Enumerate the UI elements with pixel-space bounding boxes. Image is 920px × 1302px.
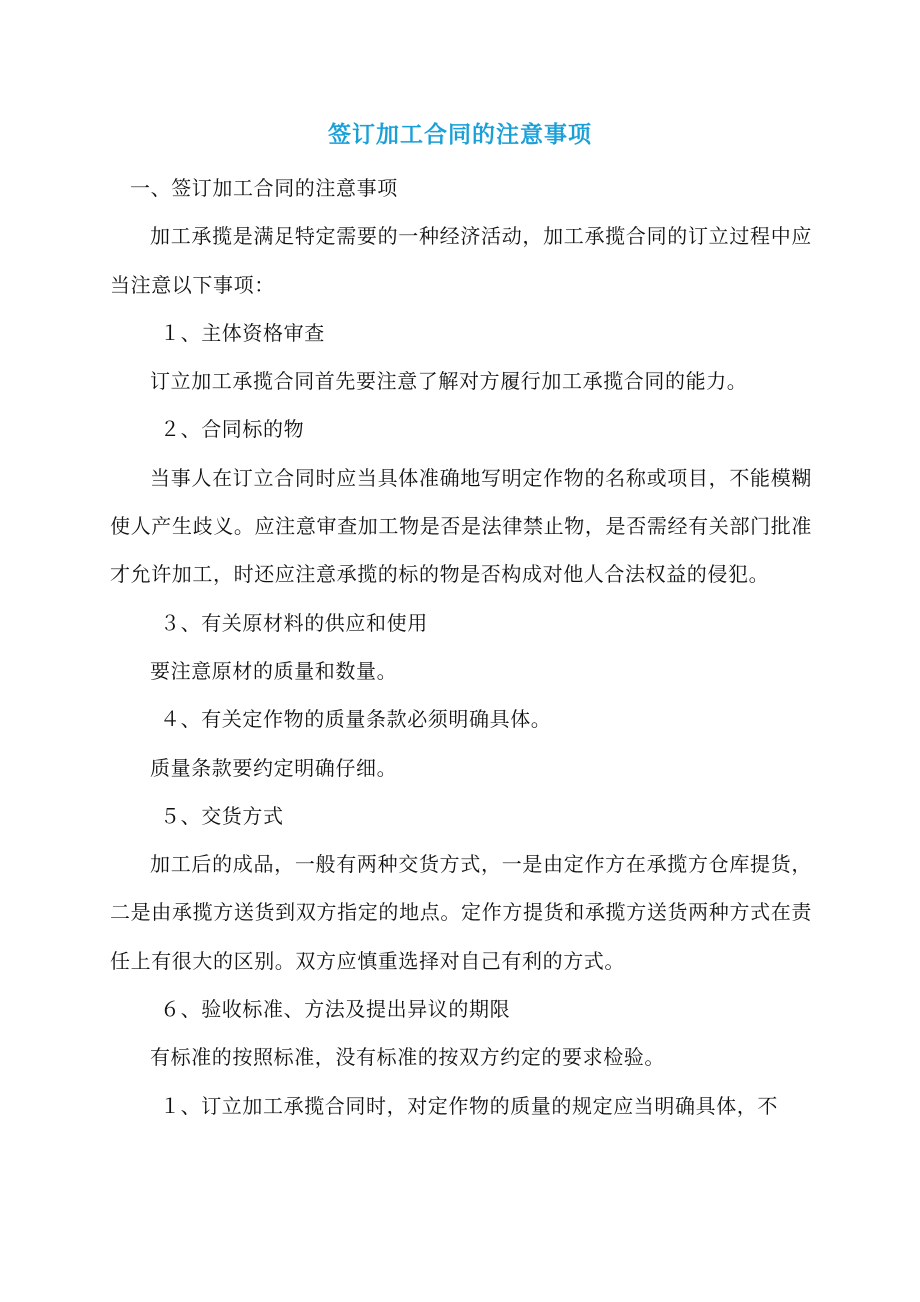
- item-heading: ４、有关定作物的质量条款必须明确具体。: [160, 707, 552, 732]
- paragraph: 要注意原材的质量和数量。: [150, 658, 398, 683]
- item-heading: ５、交货方式: [160, 803, 284, 828]
- item-heading: ３、有关原材料的供应和使用: [160, 610, 428, 635]
- paragraph: 当事人在订立合同时应当具体准确地写明定作物的名称或项目，不能模糊使人产生歧义。应注意审查加工物是否是法律禁止物，是否需经有关部门批准才允许加工，时还应注意承揽的标的物是否构成对他人合法权益的侵犯。: [110, 465, 812, 587]
- paragraph: 订立加工承揽合同首先要注意了解对方履行加工承揽合同的能力。: [150, 369, 748, 394]
- paragraph: １、订立加工承揽合同时，对定作物的质量的规定应当明确具体，不: [160, 1093, 778, 1118]
- paragraph: 质量条款要约定明确仔细。: [150, 755, 398, 780]
- section-heading: 一、签订加工合同的注意事项: [130, 176, 398, 200]
- document-title: 签订加工合同的注意事项: [328, 121, 592, 148]
- item-heading: ２、合同标的物: [160, 417, 305, 442]
- paragraph: 有标准的按照标准，没有标准的按双方约定的要求检验。: [150, 1045, 665, 1070]
- item-heading: ６、验收标准、方法及提出异议的期限: [160, 997, 511, 1022]
- paragraph: 加工后的成品，一般有两种交货方式，一是由定作方在承揽方仓库提货，二是由承揽方送货到双方指定的地点。定作方提货和承揽方送货两种方式在责任上有很大的区别。双方应慎重选择对自己有利的方式。: [110, 852, 812, 973]
- paragraph: 加工承揽是满足特定需要的一种经济活动，加工承揽合同的订立过程中应当注意以下事项：: [110, 224, 812, 297]
- document-body: [110, 164, 812, 1130]
- item-heading: １、主体资格审查: [160, 320, 325, 345]
